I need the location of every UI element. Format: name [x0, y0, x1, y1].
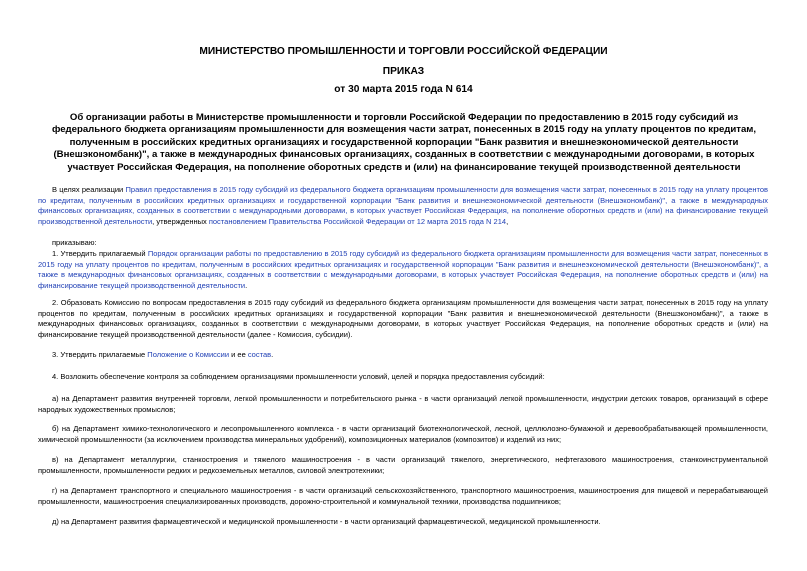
- preamble-text-middle: , утвержденных: [152, 216, 209, 226]
- preamble-text-before: В целях реализации: [52, 185, 126, 194]
- procedure-link[interactable]: Порядок организации работы по предоставлению в 2015 году субсидий из федерального бюджета организациям промышленности для возмещения части затрат, понесенных в 2015 году на уплату процентов по кредитам, полученным в российских кредитных организациях и государственной корпорации "Банк развития и внешнеэкономической деятельности (Внешэкономбанк)", а также в международных финансовых организациях, созданных в соответствии с международными договорами, в которых участвует Российская Федерация, на пополнение оборотных средств и (или) на финансирование текущей производственной деятельности: [38, 249, 768, 290]
- item-4-paragraph: 4. Возложить обеспечение контроля за соблюдением организациями промышленности условий, целей и порядка предоставления субсидий:: [52, 372, 545, 381]
- item-2-paragraph: 2. Образовать Комиссию по вопросам предоставления в 2015 году субсидий из федерального бюджета организациям промышленности для возмещения части затрат, понесенных в 2015 году на уплату процентов по кредитам, полученным в российских кредитных организациях и государственной корпорации "Банк развития и внешнеэкономической деятельности (Внешэкономбанк)", а также в международных финансовых организациях, созданных в соответствии с международными договорами, в которых участвует Российская Федерация, на пополнение оборотных средств и (или) на финансирование текущей производственной деятельности (далее - Комиссия, субсидии).: [38, 298, 768, 339]
- item-4g-paragraph: г) на Департамент транспортного и специального машиностроения - в части организаций сельскохозяйственного, транспортного машиностроения, машиностроения для пищевой и перерабатывающей промышленности, машиностроения специализированных производств, дорожно-строительной и коммунальной техники, производства подшипников;: [38, 486, 768, 506]
- item-4d-paragraph: д) на Департамент развития фармацевтической и медицинской промышленности - в части организаций фармацевтической, медицинской промышленности.: [52, 517, 601, 526]
- item-4b-paragraph: б) на Департамент химико-технологического и лесопромышленного комплекса - в части организаций биотехнологической, лесной, целлюлозно-бумажной и деревообрабатывающей промышленности, химической промышленности (за исключением производства минеральных удобрений), композиционных материалов (композитов) и изделий из них;: [38, 424, 768, 444]
- government-decree-link[interactable]: постановлением Правительства Российской Федерации от 12 марта 2015 года N 214: [208, 216, 507, 226]
- ministry-heading: МИНИСТЕРСТВО ПРОМЫШЛЕННОСТИ И ТОРГОВЛИ РОССИЙСКОЙ ФЕДЕРАЦИИ: [199, 46, 608, 57]
- item-4v-paragraph: в) на Департамент металлургии, станкостроения и тяжелого машиностроения - в части организаций тяжелого, энергетического, нефтегазового машиностроения, станкоинструментальной промышленности, промышленности редких и редкоземельных металлов, силовой электротехники;: [38, 455, 768, 475]
- date-number: от 30 марта 2015 года N 614: [334, 84, 473, 95]
- preamble-paragraph: [38, 185, 768, 227]
- preamble-text-after: ,: [506, 216, 509, 226]
- rules-link[interactable]: Правил предоставления в 2015 году субсидий из федерального бюджета организациям промышленности для возмещения части затрат, понесенных в 2015 году на уплату процентов по кредитам, полученным в российских кредитных организациях и государственной корпорации "Банк развития и внешнеэкономической деятельности (Внешэкономбанк)", а также в международных финансовых организациях, созданных в соответствии с международными договорами, в которых участвует Российская Федерация, на пополнение оборотных средств и (или) на финансирование текущей производственной деятельности: [38, 185, 768, 226]
- item-1-paragraph: [38, 249, 768, 291]
- commission-composition-link[interactable]: состав: [247, 350, 272, 359]
- item-3-text-after: .: [271, 350, 274, 359]
- item-3-paragraph: [38, 350, 768, 361]
- item-1-text-before: 1. Утвердить прилагаемый: [52, 249, 148, 258]
- order-word: приказываю:: [52, 238, 97, 247]
- item-3-text-before: 3. Утвердить прилагаемые: [52, 350, 148, 359]
- item-1-text-after: .: [245, 280, 248, 290]
- commission-regulation-link[interactable]: Положение о Комиссии: [147, 350, 230, 359]
- item-3-text-middle: и ее: [229, 350, 248, 359]
- document-title: Об организации работы в Министерстве промышленности и торговли Российской Федерации по предоставлению в 2015 году субсидий из федерального бюджета организациям промышленности для возмещения части затрат, понесенных в 2015 году на уплату процентов по кредитам, полученным в российских кредитных организациях и государственной корпорации "Банк развития и внешнеэкономической деятельности (Внешэкономбанк)", а также в международных финансовых организациях, созданных в соответствии с международными договорами, в которых участвует Российская Федерация, на пополнение оборотных средств и (или) на финансирование текущей производственной деятельности: [51, 112, 757, 173]
- doc-type-heading: ПРИКАЗ: [382, 66, 425, 77]
- item-4a-paragraph: а) на Департамент развития внутренней торговли, легкой промышленности и потребительского рынка - в части организаций легкой промышленности, индустрии детских товаров, организаций в сфере народных художественных промыслов;: [38, 394, 768, 414]
